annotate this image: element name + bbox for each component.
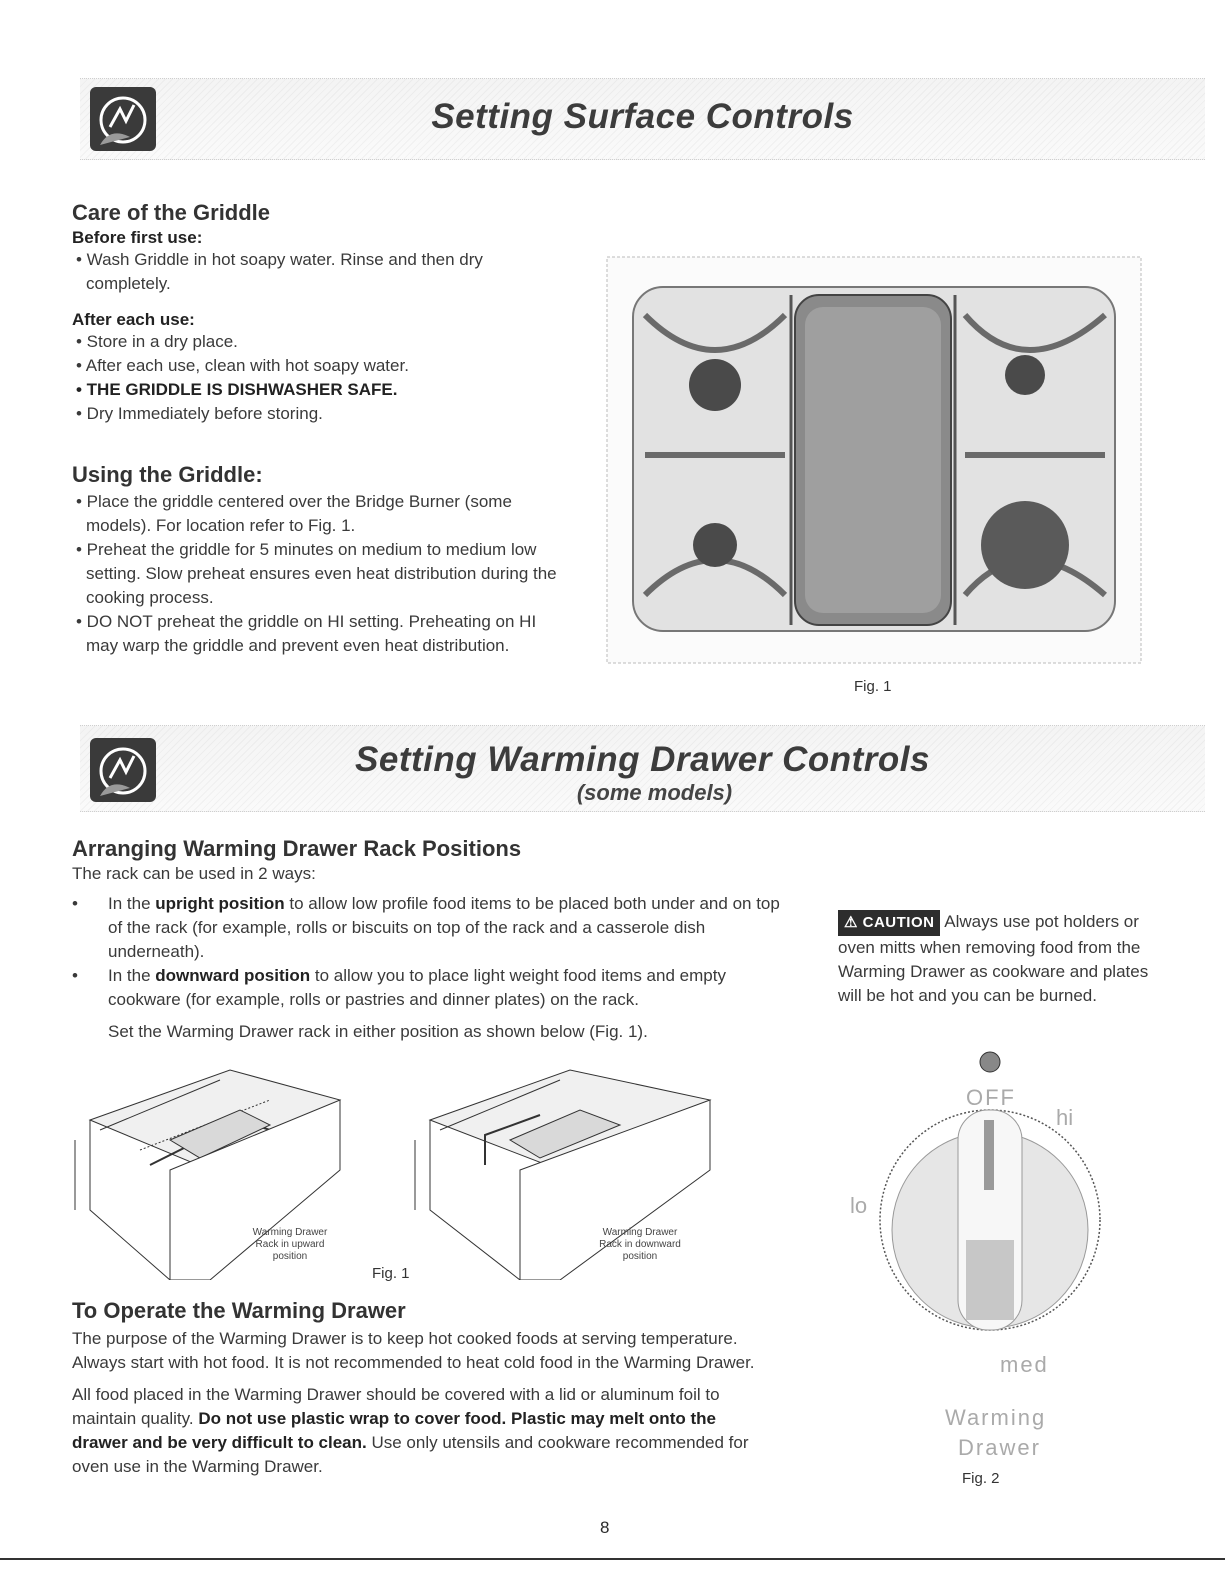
plastic-wrap-warning: Do not use plastic wrap to cover food. Plastic may melt onto the drawer and be very difficult to clean. — [72, 1409, 716, 1452]
operate-heading: To Operate the Warming Drawer — [72, 1298, 406, 1323]
knob-label-hi: hi — [1056, 1105, 1074, 1130]
using-heading: Using the Griddle: — [72, 462, 263, 487]
using-item: • Place the griddle centered over the Bridge Burner (some models). For location refer to Fig. 1. — [76, 492, 512, 535]
after-item: • Dry Immediately before storing. — [76, 404, 323, 423]
rack-heading: Arranging Warming Drawer Rack Positions — [72, 836, 522, 861]
after-item: • After each use, clean with hot soapy water. — [76, 356, 409, 375]
care-section — [72, 228, 567, 426]
downward-position-term: downward position — [155, 966, 311, 985]
page-number: 8 — [600, 1518, 610, 1537]
rack-fig-caption: Fig. 1 — [372, 1265, 410, 1282]
knob-label-drawer: Drawer — [958, 1435, 1041, 1460]
knob-fig-caption: Fig. 2 — [962, 1470, 1000, 1487]
knob-label-warming: Warming — [945, 1405, 1047, 1430]
using-section — [72, 490, 562, 658]
rack-set-text: Set the Warming Drawer rack in either position as shown below (Fig. 1). — [108, 1022, 648, 1041]
operate-section — [72, 1327, 772, 1479]
knob-label-med: med — [1000, 1352, 1049, 1377]
label-downward: Warming Drawer Rack in downward position — [599, 1227, 681, 1262]
bottom-rule — [0, 1558, 1225, 1560]
before-first-use-label: Before first use: — [72, 228, 203, 247]
label-upward: Warming Drawer Rack in upward position — [252, 1227, 328, 1262]
using-item: • Preheat the griddle for 5 minutes on medium to medium low setting. Slow preheat ensures even heat distribution during the cooking process. — [76, 540, 557, 607]
banner-title: Setting Surface Controls — [431, 97, 854, 136]
banner-subtitle: (some models) — [576, 780, 733, 805]
knob-label-lo: lo — [850, 1193, 868, 1218]
banner-title: Setting Warming Drawer Controls — [355, 740, 930, 779]
caution-text: holders or oven mitts when removing food from the Warming Drawer as cookware and plates will be hot and you can be burned. — [838, 912, 1149, 1005]
caution-note — [838, 910, 1158, 1008]
after-item: • Store in a dry place. — [76, 332, 238, 351]
rack-item-downward: • In the downward position to allow you to place light weight food items and empty cookware (for example, rolls or pastries and dinner plates) on the rack. — [72, 966, 726, 1009]
rack-item-upright: • In the upright position to allow low profile food items to be placed both under and on top of the rack (for example, rolls or biscuits on top of the rack and a casserole dish underneath). — [72, 894, 780, 961]
cooktop-griddle-figure — [605, 255, 1143, 665]
after-each-use-label: After each use: — [72, 310, 195, 329]
caution-first-line: Always use pot — [944, 912, 1059, 931]
knob-label-off: OFF — [966, 1085, 1016, 1110]
fig1-top-caption: Fig. 1 — [854, 678, 892, 695]
after-item-dishwasher: • THE GRIDDLE IS DISHWASHER SAFE. — [76, 380, 398, 399]
caution-badge: ⚠ CAUTION — [838, 910, 940, 936]
rack-intro: The rack can be used in 2 ways: — [72, 864, 316, 883]
banner-warming-drawer — [80, 725, 1205, 812]
rack-list — [72, 892, 792, 1044]
upright-position-term: upright position — [155, 894, 285, 913]
banner-surface-controls — [80, 78, 1205, 160]
operate-paragraph-2: All food placed in the Warming Drawer should be covered with a lid or aluminum foil to maintain quality. Do not use plastic wrap to cover food. Plastic may melt onto the drawer and be very difficult to clean. Use only utensils and cookware recommended for oven use in the Warming Drawer. — [72, 1385, 749, 1476]
using-item: • DO NOT preheat the griddle on HI setting. Preheating on HI may warp the griddle and prevent even heat distribution. — [76, 612, 537, 655]
before-item: • Wash Griddle in hot soapy water. Rinse and then dry completely. — [76, 250, 483, 293]
care-heading: Care of the Griddle — [72, 200, 271, 225]
operate-paragraph-1: The purpose of the Warming Drawer is to keep hot cooked foods at serving temperature. Always start with hot food. It is not recommended to heat cold food in the Warming Drawer. — [72, 1329, 755, 1372]
